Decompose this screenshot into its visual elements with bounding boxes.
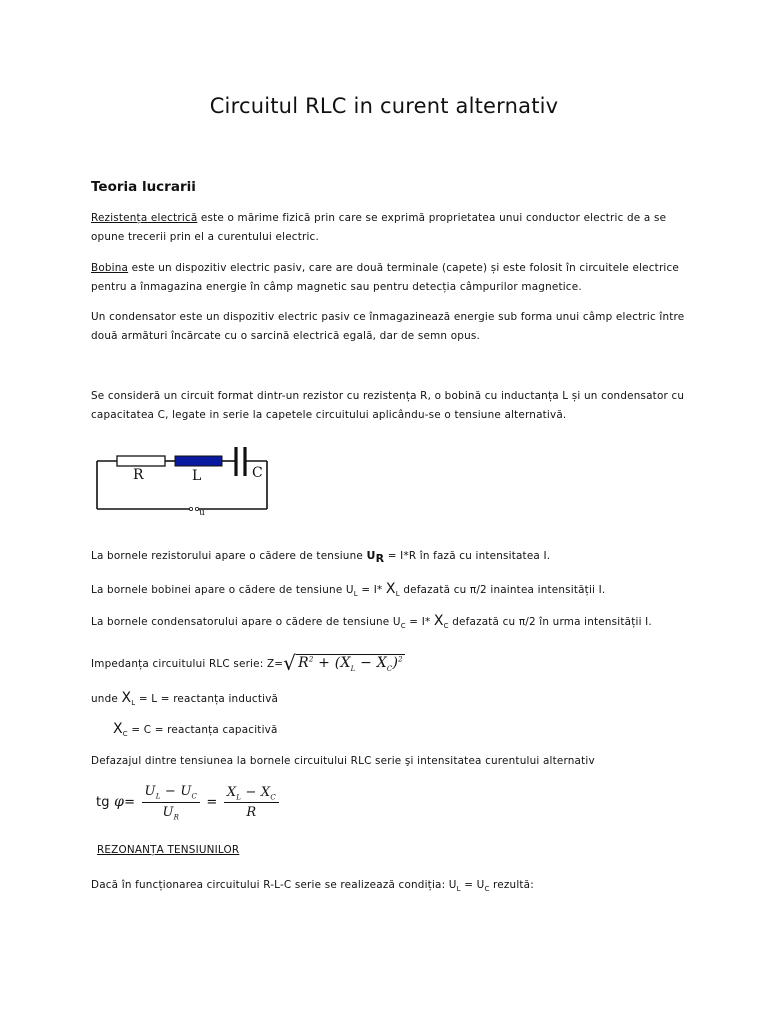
para3-line2: două armături încărcate cu o sarcină electrică egală, dar de semn opus. [91,330,480,342]
section-heading: Teoria lucrarii [91,179,196,195]
paragraph-coil [91,259,691,297]
fraction-voltages: $\frac{U_L - U_C}{U_R}$ [142,784,201,821]
phase-text: Defazajul dintre tensiunea la bornele circuitului RLC serie şi intensitatea curentului alternativ [91,755,595,767]
rlc-circuit-diagram [95,443,275,521]
para4-line2: capacitatea C, legate in serie la capetele circuitului aplicându-se o tensiune alternativă. [91,409,567,421]
term-coil: Bobina [91,262,129,274]
voltage-resistor-line: La bornele rezistorului apare o cădere de tensiune $U_R = I*R$ în fază cu intensitatea I. [91,549,551,566]
tg-formula: tg φ= $\frac{U_L - U_C}{U_R}$ = $\frac{X_L - X_C}{R}$ [96,784,281,821]
label-u: u [199,508,205,518]
label-r: R [133,467,144,483]
capacitor-symbol [236,447,245,476]
impedance-line: Impedanța circuitului RLC serie: Z=√ $R^2 + (X_L - X_C)^2$ [91,651,403,675]
voltage-coil-line: La bornele bobinei apare o cădere de tensiune $U_L = I*$ $X_L$ defazată cu π/2 inaintea intensității I. [91,581,606,599]
sqrt-icon: √ [283,651,297,675]
xl-definition: unde $X_L = L$ = reactanța inductivă [91,690,279,708]
resonance-heading: REZONANȚA TENSIUNILOR [97,844,240,856]
para4-line1: Se consideră un circuit format dintr-un rezistor cu rezistența R, o bobină cu inductanța L și un condensator cu [91,390,685,402]
paragraph-circuit-description [91,387,691,425]
para2-line2: pentru a înmagazina energie în câmp magnetic sau pentru detecția câmpurilor magnetice. [91,281,582,293]
para1-line1: este o mărime fizică prin care se exprimă proprietatea unui conductor electric de a se [197,212,667,224]
xc-definition: $X_C = C$ = reactanța capacitivă [113,721,278,739]
label-c: C [252,465,263,481]
paragraph-resistance [91,209,691,247]
impedance-radicand: $R^2 + (X_L - X_C)^2$ [298,655,403,673]
term-resistance: Rezistența electrică [91,212,198,224]
fraction-reactances: $\frac{X_L - X_C}{R}$ [224,785,279,821]
page-title: Circuitul RLC in curent alternativ [209,94,559,118]
para2-line1: este un dispozitiv electric pasiv, care are două terminale (capete) și este folosit în circuitele electrice [128,262,680,274]
voltage-capacitor-line: La bornele condensatorului apare o cădere de tensiune $U_C = I*$ $X_C$ defazată cu π/2 în urma intensității I. [91,613,652,631]
inductor-symbol [175,456,222,466]
paragraph-capacitor [91,308,691,346]
para3-line1: Un condensator este un dispozitiv electric pasiv ce înmagazinează energie sub forma unui câmp electric între [91,311,685,323]
symbol-ur: U [366,549,376,562]
resonance-line: Dacă în funcționarea circuitului R-L-C serie se realizează condiția: $U_L = U_C$ rezultă: [91,879,534,894]
resistor-symbol [117,456,165,466]
para1-line2: opune trecerii prin el a curentului electric. [91,231,319,243]
label-l: L [192,468,202,484]
